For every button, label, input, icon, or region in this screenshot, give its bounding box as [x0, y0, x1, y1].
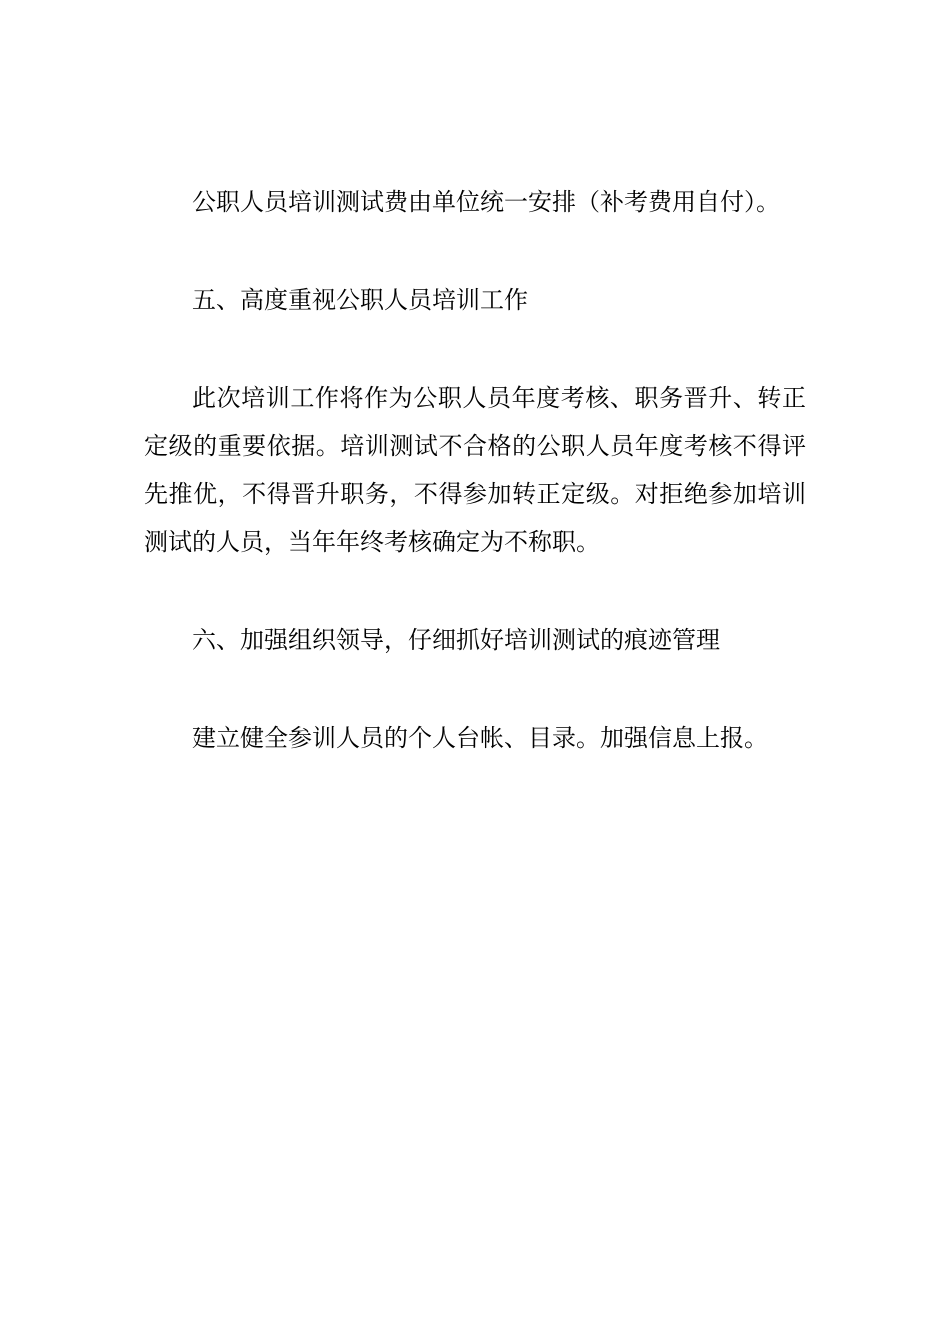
section-heading-six: 六、加强组织领导，仔细抓好培训测试的痕迹管理 [192, 626, 720, 654]
paragraph-gap [144, 664, 806, 714]
paragraph-gap [144, 324, 806, 374]
document-body [144, 178, 806, 762]
paragraph-assessment-basis: 此次培训工作将作为公职人员年度考核、职务晋升、转正定级的重要依据。培训测试不合格的公职人员年度考核不得评先推优，不得晋升职务，不得参加转正定级。对拒绝参加培训测试的人员，当年年终考核确定为不称职。 [144, 384, 806, 556]
section-heading-five: 五、高度重视公职人员培训工作 [192, 286, 528, 314]
paragraph-fee-note: 公职人员培训测试费由单位统一安排（补考费用自付）。 [192, 188, 780, 216]
paragraph-gap [144, 226, 806, 276]
paragraph-records: 建立健全参训人员的个人台帐、目录。加强信息上报。 [192, 724, 768, 752]
paragraph-gap [144, 566, 806, 616]
